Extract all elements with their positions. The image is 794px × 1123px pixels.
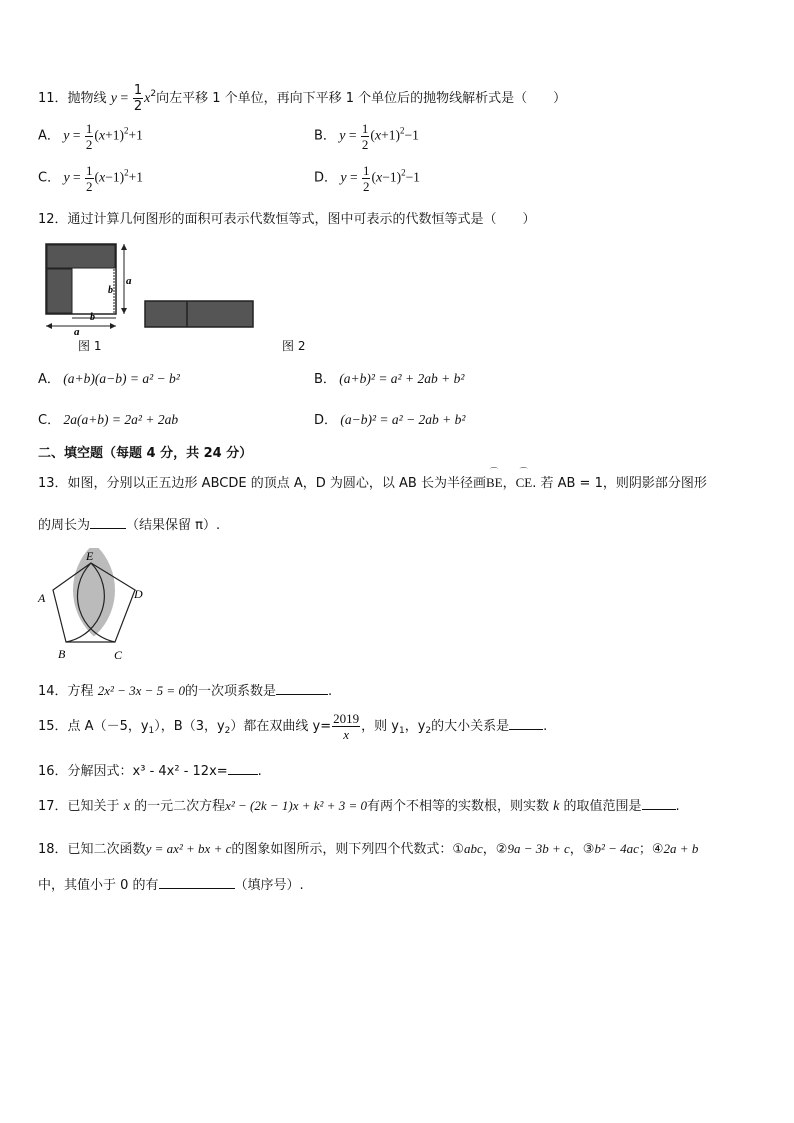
- q18-line-1: 18．已知二次函数y = ax² + bx + c的图象如图所示，则下列四个代数式：①abc，②9a − 3b + c，③b² − 4ac；④2a + b: [38, 841, 699, 857]
- svg-text:b: b: [108, 285, 113, 296]
- q11-option-c: C． y = $\frac{1}{2}$ $(x-1)^2+1$: [38, 163, 143, 194]
- q11-option-b: B． y = $\frac{1}{2}$ $(x+1)^2-1$: [314, 121, 419, 152]
- vertex-d: D: [134, 587, 143, 601]
- q12-option-c: C． 2a(a+b) = 2a² + 2ab: [38, 412, 179, 428]
- q12-option-b-expr: (a+b)² = a² + 2ab + b²: [339, 371, 465, 386]
- vertex-e: E: [86, 549, 94, 563]
- q11-stem: 11．抛物线 y = $\frac{1}{2}$ $x^2$向左平移 1 个单位，再向下平移 1 个单位后的抛物线解析式是（ ）: [38, 83, 567, 114]
- q12-option-a-expr: (a+b)(a−b) = a² − b²: [63, 371, 180, 386]
- arc-ce: ⌒ CE: [515, 467, 533, 490]
- vertex-b: B: [58, 647, 66, 661]
- q16-answer-blank[interactable]: [228, 762, 258, 775]
- q17-answer-blank[interactable]: [642, 797, 676, 810]
- q13-line-2: 的周长为 （结果保留 π）.: [38, 518, 221, 533]
- q15-answer-blank[interactable]: [509, 717, 543, 730]
- q11-option-a: A． y = $\frac{1}{2}$ $(x+1)^2+1$: [38, 121, 143, 152]
- q14-answer-blank[interactable]: [276, 682, 328, 695]
- section-heading: 二、填空题（每题 4 分，共 24 分）: [38, 446, 253, 461]
- q11-option-d: D． y = $\frac{1}{2}$ $(x-1)^2-1$: [314, 163, 420, 194]
- q12-option-d-expr: (a−b)² = a² − 2ab + b²: [340, 412, 466, 427]
- q13-line-1: 13．如图，分别以正五边形 ABCDE 的顶点 A，D 为圆心，以 AB 长为半径画 ⌒ BE， ⌒ CE. 若 AB = 1，则阴影部分图形: [38, 467, 707, 491]
- q12-figure-2: [144, 300, 256, 330]
- svg-text:a: a: [126, 275, 132, 287]
- q12-option-b: B． (a+b)² = a² + 2ab + b²: [314, 371, 465, 387]
- q12-option-d: D． (a−b)² = a² − 2ab + b²: [314, 412, 466, 428]
- vertex-c: C: [114, 648, 123, 662]
- q15: 15．点 A（－5，$y_1$），B（3，$y_2$）都在双曲线 y= $\frac{2019}{x}$ ，则 $y_1$，$y_2$的大小关系是 .: [38, 711, 548, 742]
- q11-number: 11．: [38, 91, 68, 106]
- q16: 16．分解因式：x³ - 4x² - 12x= .: [38, 764, 262, 779]
- q14: 14．方程 2x² − 3x − 5 = 0的一次项系数是 .: [38, 683, 333, 699]
- q12-figure-1-caption: 图 1: [78, 339, 102, 353]
- q12-option-a: A． (a+b)(a−b) = a² − b²: [38, 371, 180, 387]
- q12-stem: 12．通过计算几何图形的面积可表示代数恒等式，图中可表示的代数恒等式是（ ）: [38, 212, 536, 227]
- q12-figure-2-caption: 图 2: [282, 339, 306, 353]
- svg-text:b: b: [90, 312, 95, 323]
- q18-line-2: 中，其值小于 0 的有 （填序号）.: [38, 878, 304, 893]
- q12-option-c-expr: 2a(a+b) = 2a² + 2ab: [63, 412, 179, 427]
- svg-text:a: a: [74, 326, 80, 336]
- q13-pentagon-figure: [36, 548, 156, 664]
- q13-answer-blank[interactable]: [90, 516, 126, 529]
- q17: 17．已知关于 x 的一元二次方程x² − (2k − 1)x + k² + 3 = 0有两个不相等的实数根，则实数 k 的取值范围是 .: [38, 798, 680, 814]
- q12-figure-1: [38, 238, 138, 336]
- q18-answer-blank[interactable]: [159, 876, 235, 889]
- vertex-a: A: [38, 591, 46, 605]
- arc-be: ⌒ BE: [485, 467, 503, 490]
